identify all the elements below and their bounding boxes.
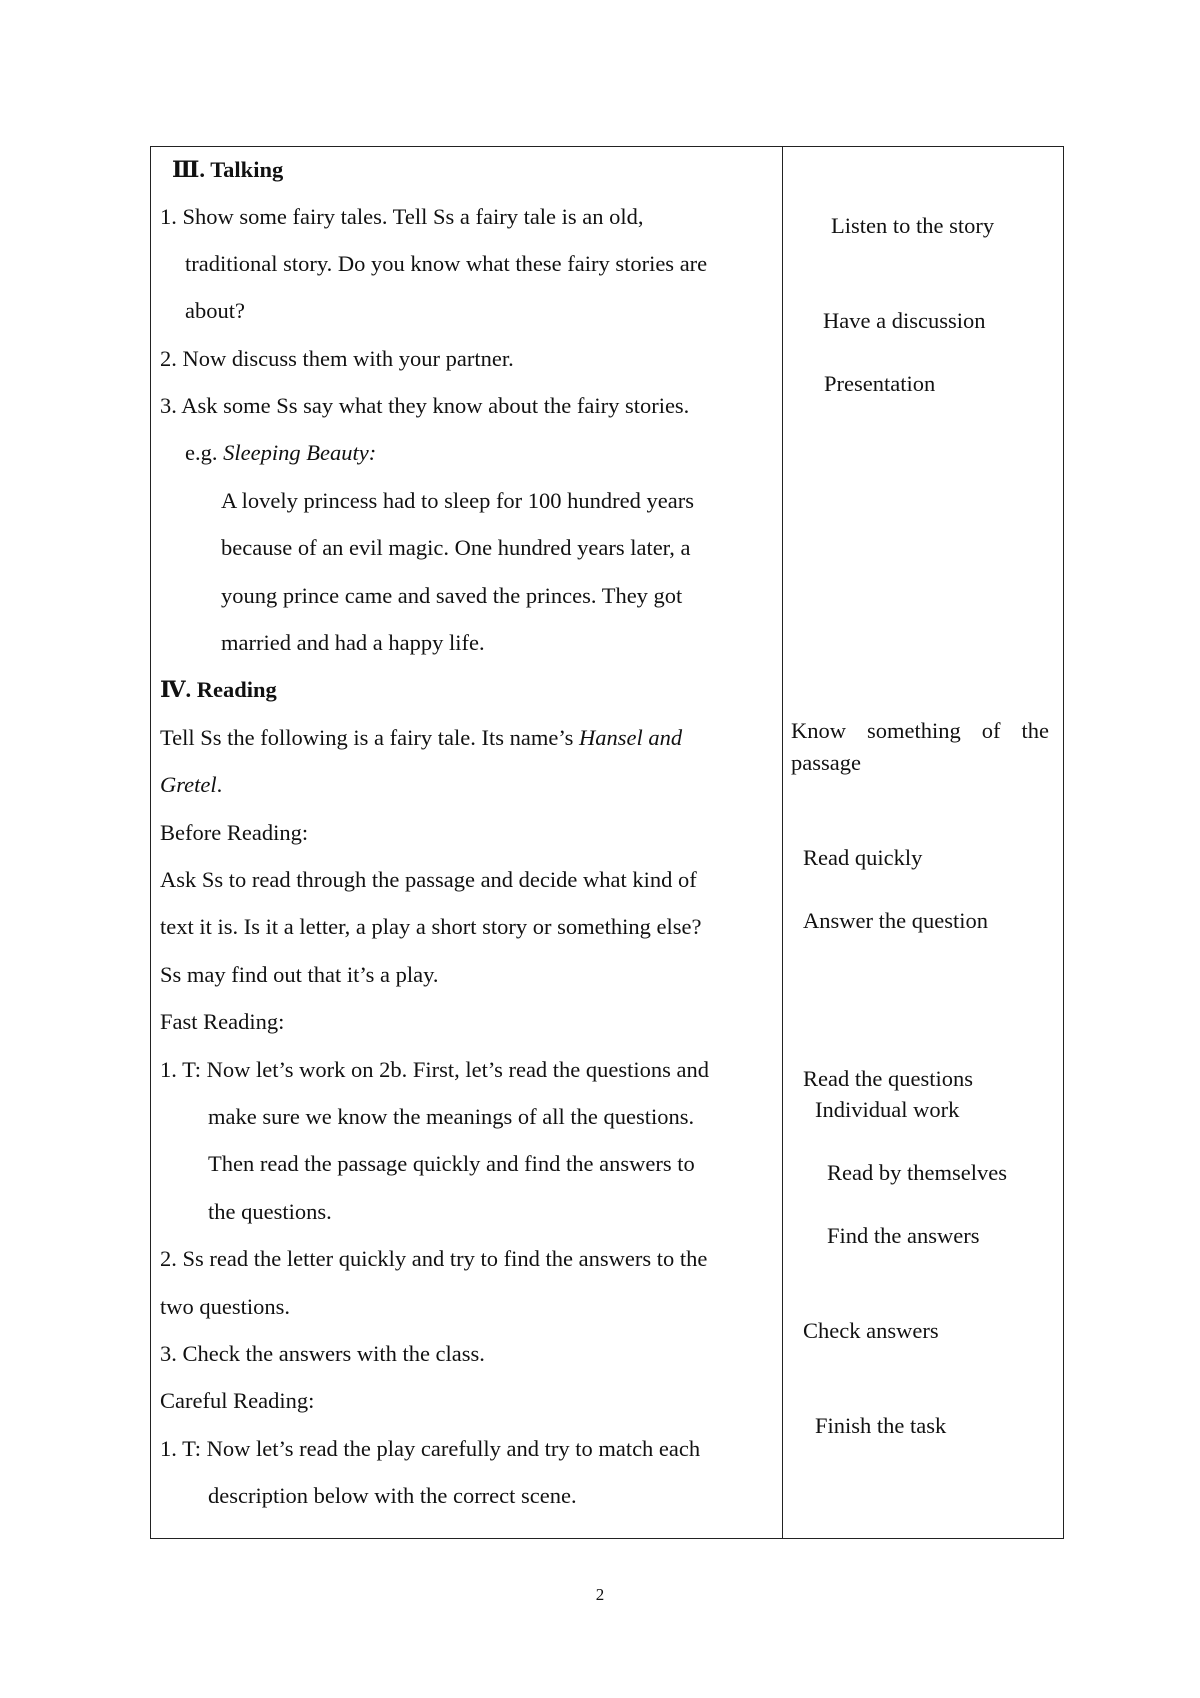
activity-read-questions: Read the questions <box>803 1066 973 1091</box>
activity-know-line-2: passage <box>791 750 861 775</box>
fast-item-1-line-3: Then read the passage quickly and find the answers to <box>208 1151 695 1176</box>
story-line-3: young prince came and saved the princes. They got <box>221 583 683 608</box>
example-prefix: e.g. <box>185 440 224 465</box>
column-divider <box>782 147 783 1538</box>
activity-individual-work: Individual work <box>815 1097 960 1122</box>
activity-read-quickly: Read quickly <box>803 845 923 870</box>
before-reading-line-3: Ss may find out that it’s a play. <box>160 962 439 987</box>
activity-know-line-1 <box>791 718 1049 744</box>
reading-heading: Ⅳ. Reading <box>160 677 277 702</box>
activity-finish-task: Finish the task <box>815 1413 947 1438</box>
reading-intro-period: . <box>216 772 223 797</box>
fast-item-3: 3. Check the answers with the class. <box>160 1341 485 1366</box>
careful-reading-heading: Careful Reading: <box>160 1388 315 1413</box>
fast-item-2-line-1: 2. Ss read the letter quickly and try to find the answers to the <box>160 1246 708 1271</box>
know-word-3: of <box>981 718 1001 743</box>
know-word-4: the <box>1021 718 1049 743</box>
story-name-part-1: Hansel and <box>578 725 683 750</box>
reading-intro-line-2 <box>160 772 222 798</box>
talking-item-1-line-3: about? <box>185 298 245 323</box>
fast-item-1-line-2: make sure we know the meanings of all the questions. <box>208 1104 695 1129</box>
know-word-2: something <box>867 718 961 743</box>
story-line-2: because of an evil magic. One hundred years later, a <box>221 535 691 560</box>
activity-discussion: Have a discussion <box>823 308 986 333</box>
activity-answer-question: Answer the question <box>803 908 988 933</box>
before-reading-line-2: text it is. Is it a letter, a play a short story or something else? <box>160 914 702 939</box>
fast-item-2-line-2: two questions. <box>160 1294 291 1319</box>
talking-item-3: 3. Ask some Ss say what they know about the fairy stories. <box>160 393 690 418</box>
story-line-4: married and had a happy life. <box>221 630 485 655</box>
talking-item-1-line-1: 1. Show some fairy tales. Tell Ss a fairy tale is an old, <box>160 204 644 229</box>
example-title: Sleeping Beauty: <box>223 440 377 465</box>
activity-find-answers: Find the answers <box>827 1223 980 1248</box>
reading-intro-text: Tell Ss the following is a fairy tale. Its name’s <box>160 725 579 750</box>
reading-intro-line-1 <box>160 725 682 751</box>
fast-reading-heading: Fast Reading: <box>160 1009 285 1034</box>
fast-item-1-line-1: 1. T: Now let’s work on 2b. First, let’s read the questions and <box>160 1057 710 1082</box>
talking-heading: Ⅲ. Talking <box>172 157 284 182</box>
fast-item-1-line-4: the questions. <box>208 1199 332 1224</box>
activity-presentation: Presentation <box>824 371 936 396</box>
page-number: 2 <box>595 1585 605 1604</box>
know-word-1: Know <box>791 718 846 743</box>
story-line-1: A lovely princess had to sleep for 100 hundred years <box>221 488 695 513</box>
activity-listen: Listen to the story <box>831 213 995 238</box>
before-reading-line-1: Ask Ss to read through the passage and decide what kind of <box>160 867 697 892</box>
before-reading-heading: Before Reading: <box>160 820 309 845</box>
careful-item-1-line-2: description below with the correct scene. <box>208 1483 577 1508</box>
activity-check-answers: Check answers <box>803 1318 939 1343</box>
example-line <box>185 440 376 466</box>
careful-item-1-line-1: 1. T: Now let’s read the play carefully and try to match each <box>160 1436 701 1461</box>
talking-item-2: 2. Now discuss them with your partner. <box>160 346 514 371</box>
talking-item-1-line-2: traditional story. Do you know what these fairy stories are <box>185 251 708 276</box>
story-name-part-2: Gretel <box>160 772 217 797</box>
activity-read-themselves: Read by themselves <box>827 1160 1007 1185</box>
